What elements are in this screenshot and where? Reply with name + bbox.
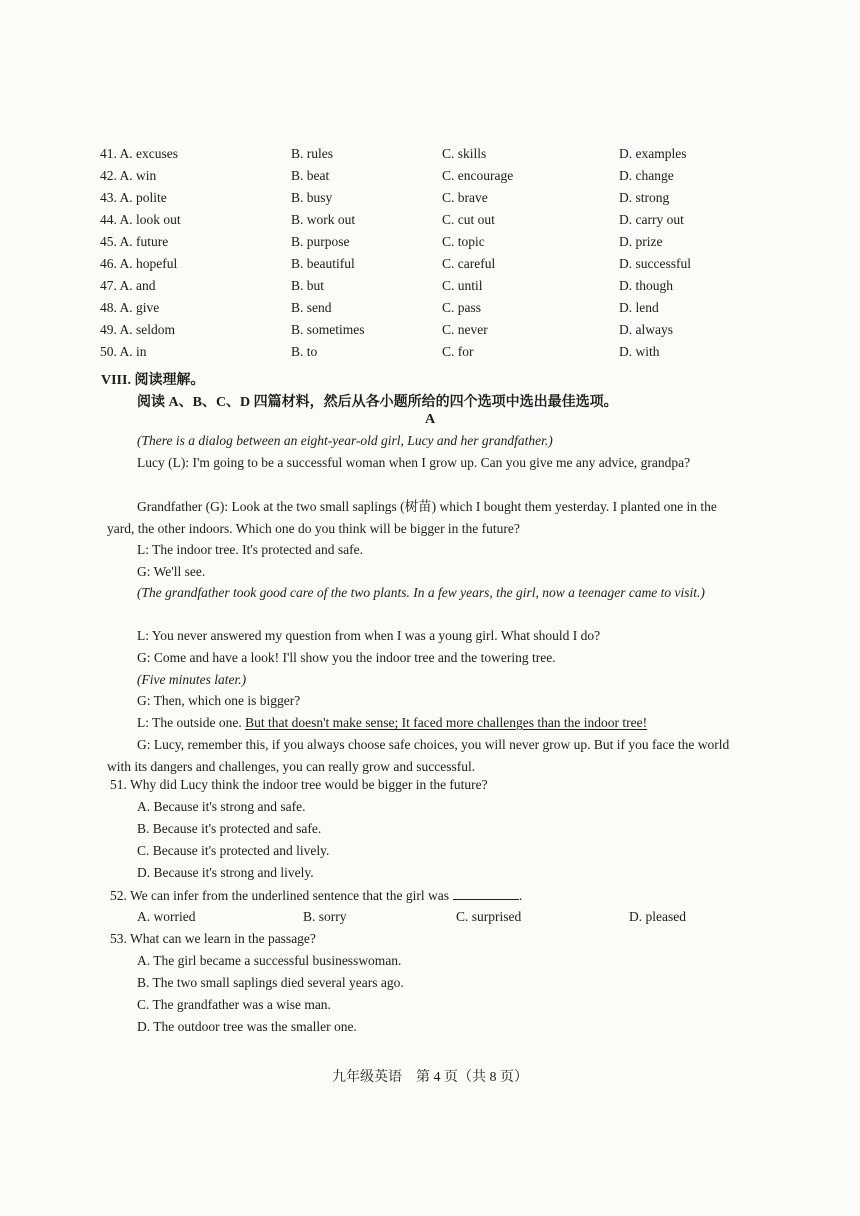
option-a: 44. A. look out (100, 212, 181, 227)
option-d: D. prize (619, 234, 663, 249)
question-text: 52. We can infer from the underlined sentence that the girl was (110, 888, 450, 903)
question-option: C. Because it's protected and lively. (137, 843, 330, 858)
option-d: D. always (619, 322, 673, 337)
passage-paragraph: G: Lucy, remember this, if you always choose safe choices, you will never grow up. But if you face the world with its dangers and challenges, you can really grow and successful. (107, 737, 730, 774)
option-b: B. but (291, 278, 325, 293)
option-c: C. cut out (442, 212, 495, 227)
option-a: 42. A. win (100, 168, 157, 183)
option-d: D. though (619, 278, 673, 293)
option-c: C. brave (442, 190, 488, 205)
option-c: C. careful (442, 256, 496, 271)
option-b: B. busy (291, 190, 333, 205)
section-instructions: 阅读 A、B、C、D 四篇材料，然后从各小题所给的四个选项中选出最佳选项。 (137, 395, 618, 410)
question-option: C. surprised (456, 909, 522, 924)
underlined-sentence: But that doesn't make sense; It faced more challenges than the indoor tree! (245, 715, 648, 730)
passage-letter: A (424, 412, 436, 427)
option-b: B. work out (291, 212, 356, 227)
option-b: B. to (291, 344, 318, 359)
option-c: C. encourage (442, 168, 514, 183)
question-option: D. pleased (629, 909, 686, 924)
passage-paragraph (107, 712, 732, 734)
option-c: C. for (442, 344, 474, 359)
passage-stage-direction: (The grandfather took good care of the two plants. In a few years, the girl, now a teenager came to visit.) (137, 585, 705, 600)
option-b: B. sometimes (291, 322, 365, 337)
option-b: B. purpose (291, 234, 350, 249)
passage-intro: (There is a dialog between an eight-year-old girl, Lucy and her grandfather.) (137, 433, 553, 448)
question-option: B. Because it's protected and safe. (137, 821, 322, 836)
option-c: C. skills (442, 146, 487, 161)
passage-paragraph: G: Then, which one is bigger? (137, 693, 301, 708)
option-b: B. send (291, 300, 332, 315)
option-c: C. pass (442, 300, 482, 315)
passage-paragraph: G: We'll see. (137, 564, 206, 579)
paragraph-text: L: The outside one. (137, 715, 246, 730)
passage-paragraph: G: Come and have a look! I'll show you the indoor tree and the towering tree. (137, 650, 556, 665)
question-end: . (519, 888, 523, 903)
option-d: D. change (619, 168, 674, 183)
option-b: B. beautiful (291, 256, 355, 271)
question-option: C. The grandfather was a wise man. (137, 997, 331, 1012)
option-d: D. examples (619, 146, 687, 161)
option-a: 43. A. polite (100, 190, 167, 205)
passage-paragraph: Lucy (L): I'm going to be a successful woman when I grow up. Can you give me any advice, grandpa? (137, 455, 691, 470)
question-option: D. The outdoor tree was the smaller one. (137, 1019, 357, 1034)
option-b: B. rules (291, 146, 333, 161)
question-option: D. Because it's strong and lively. (137, 865, 314, 880)
option-d: D. carry out (619, 212, 684, 227)
section-title: VIII. 阅读理解。 (101, 373, 205, 388)
passage-stage-direction: (Five minutes later.) (137, 672, 247, 687)
question-option: A. worried (137, 909, 196, 924)
answer-blank (453, 887, 519, 900)
option-a: 46. A. hopeful (100, 256, 178, 271)
option-c: C. topic (442, 234, 485, 249)
question-option: B. sorry (303, 909, 347, 924)
question-option: A. The girl became a successful businesswoman. (137, 953, 402, 968)
question-52-stem (110, 887, 522, 904)
option-a: 50. A. in (100, 344, 147, 359)
question-option: B. The two small saplings died several years ago. (137, 975, 404, 990)
option-c: C. never (442, 322, 488, 337)
question-53-stem: 53. What can we learn in the passage? (110, 931, 316, 946)
option-d: D. with (619, 344, 660, 359)
question-51-stem: 51. Why did Lucy think the indoor tree would be bigger in the future? (110, 777, 488, 792)
passage-paragraph: Grandfather (G): Look at the two small saplings (树苗) which I bought them yesterday. I planted one in the yard, the other indoors. Which one do you think will be bigger in the future? (107, 499, 717, 536)
option-b: B. beat (291, 168, 330, 183)
option-a: 41. A. excuses (100, 146, 178, 161)
passage-paragraph: L: You never answered my question from when I was a young girl. What should I do? (137, 628, 601, 643)
option-c: C. until (442, 278, 483, 293)
question-option: A. Because it's strong and safe. (137, 799, 306, 814)
option-a: 45. A. future (100, 234, 169, 249)
option-a: 49. A. seldom (100, 322, 176, 337)
option-d: D. strong (619, 190, 670, 205)
option-a: 48. A. give (100, 300, 160, 315)
passage-paragraph: L: The indoor tree. It's protected and safe. (137, 542, 363, 557)
option-a: 47. A. and (100, 278, 156, 293)
page-footer: 九年级英语 第 4 页（共 8 页） (332, 1070, 528, 1085)
option-d: D. successful (619, 256, 691, 271)
option-d: D. lend (619, 300, 659, 315)
